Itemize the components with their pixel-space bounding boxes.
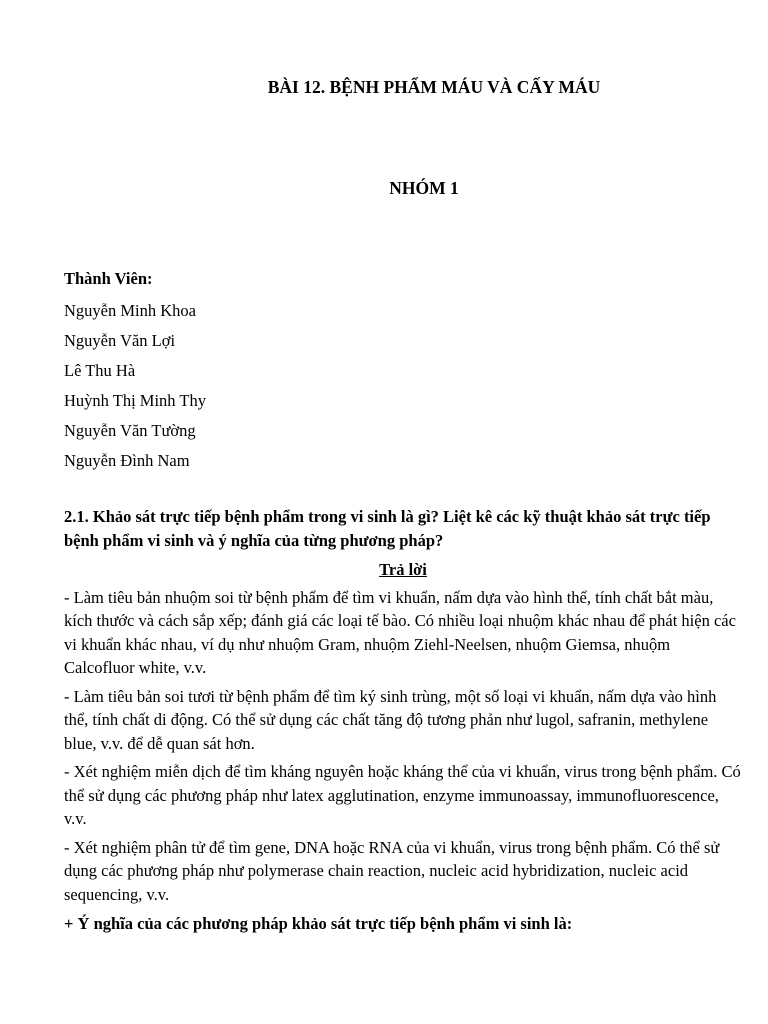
question-section bbox=[64, 505, 742, 936]
group-name: NHÓM 1 bbox=[389, 178, 459, 198]
answer-heading: Trả lời bbox=[379, 560, 427, 579]
answer-paragraph: - Xét nghiệm miễn dịch để tìm kháng nguyên hoặc kháng thể của vi khuẩn, virus trong bệnh phẩm. Có thể sử dụng các phương pháp như latex agglutination, enzyme immunoassay, immunofluorescence, v.v. bbox=[64, 762, 741, 828]
member-list bbox=[64, 296, 744, 476]
question-text: 2.1. Khảo sát trực tiếp bệnh phẩm trong vi sinh là gì? Liệt kê các kỹ thuật khảo sát trực tiếp bệnh phẩm vi sinh và ý nghĩa của từng phương pháp? bbox=[64, 507, 711, 550]
answer-paragraph: - Làm tiêu bản nhuộm soi từ bệnh phẩm để tìm vi khuẩn, nấm dựa vào hình thể, tính chất bắt màu, kích thước và cách sắp xếp; đánh giá các loại tế bào. Có nhiều loại nhuộm khác nhau để phát hiện các vi khuẩn khác nhau, ví dụ như nhuộm Gram, nhuộm Ziehl-Neelsen, nhuộm Giemsa, nhuộm Calcofluor white, v.v. bbox=[64, 587, 736, 677]
member-item: Huỳnh Thị Minh Thy bbox=[64, 391, 206, 410]
member-item: Nguyễn Minh Khoa bbox=[64, 301, 196, 320]
member-item: Nguyễn Văn Tường bbox=[64, 421, 196, 440]
document-title: BÀI 12. BỆNH PHẨM MÁU VÀ CẤY MÁU bbox=[267, 77, 601, 97]
member-item: Lê Thu Hà bbox=[64, 361, 136, 380]
summary-line: + Ý nghĩa của các phương pháp khảo sát trực tiếp bệnh phẩm vi sinh là: bbox=[64, 914, 573, 933]
member-item: Nguyễn Văn Lợi bbox=[64, 331, 176, 350]
members-section bbox=[64, 266, 744, 476]
member-item: Nguyễn Đình Nam bbox=[64, 451, 190, 470]
answer-paragraph: - Làm tiêu bản soi tươi từ bệnh phẩm để tìm ký sinh trùng, một số loại vi khuẩn, nấm dựa vào hình thể, tính chất di động. Có thể sử dụng các chất tăng độ tương phản như lugol, safranin, methylene blue, v.v. để dễ quan sát hơn. bbox=[64, 686, 717, 753]
members-heading: Thành Viên: bbox=[64, 269, 153, 288]
answer-paragraph: - Xét nghiệm phân tử để tìm gene, DNA hoặc RNA của vi khuẩn, virus trong bệnh phẩm. Có thể sử dụng các phương pháp như polymerase chain reaction, nucleic acid hybridization, nucleic acid sequencing, v.v. bbox=[64, 837, 720, 904]
